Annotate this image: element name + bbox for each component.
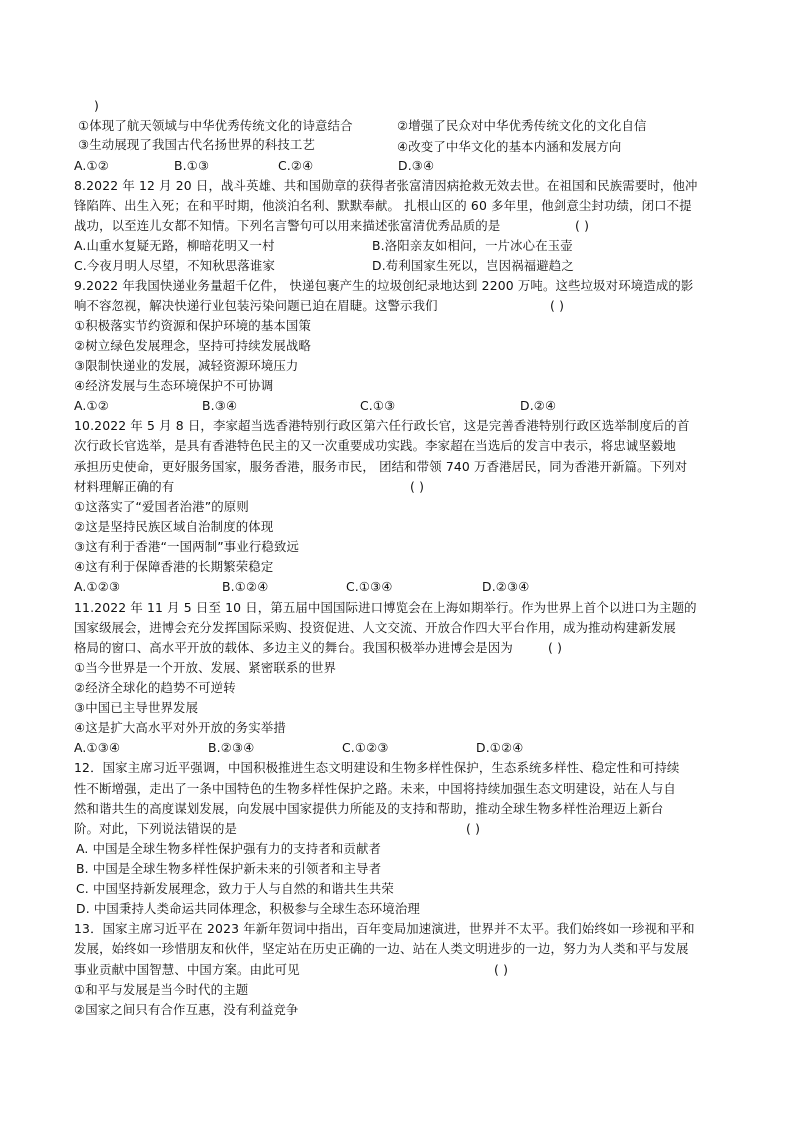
q11-option-4: ④这是扩大高水平对外开放的务实举措 bbox=[74, 720, 286, 735]
q12-stem-line-4: 阶。对此，下列说法错误的是 bbox=[74, 821, 238, 836]
q9-option-4: ④经济发展与生态环境保护不可协调 bbox=[74, 378, 274, 393]
q11-option-1: ①当今世界是一个开放、发展、紧密联系的世界 bbox=[74, 660, 337, 675]
q9-answer-d: D.②④ bbox=[520, 398, 557, 413]
q9-stem-line-1: 9.2022 年我国快递业务量超千亿件， 快递包裹产生的垃圾创纪录地达到 2200 万吨。这些垃圾对环境造成的影 bbox=[74, 278, 694, 293]
q11-stem-line-1: 11.2022 年 11 月 5 日至 10 日，第五届中国国际进口博览会在上海如期举行。作为世界上首个以进口为主题的 bbox=[74, 600, 697, 615]
q8-stem-line-3: 战功，以至连儿女都不知情。下列名言警句可以用来描述张富清优秀品质的是 bbox=[74, 218, 501, 233]
q8-stem-line-2: 锋陷阵、出生入死；在和平时期，他淡泊名利、默默奉献。 扎根山区的 60 多年里，他剑意尘封功绩，闭口不提 bbox=[74, 198, 692, 213]
q11-answer-a: A.①③④ bbox=[74, 740, 121, 755]
q7-answer-b: B.①③ bbox=[174, 158, 210, 173]
q10-option-2: ②这是坚持民族区域自治制度的体现 bbox=[74, 519, 274, 534]
q11-answer-c: C.①②③ bbox=[342, 740, 389, 755]
q10-option-3: ③这有利于香港“一国两制”事业行稳致远 bbox=[74, 539, 300, 554]
q13-option-2: ②国家之间只有合作互惠，没有利益竞争 bbox=[74, 1002, 299, 1017]
q11-option-2: ②经济全球化的趋势不可逆转 bbox=[74, 680, 236, 695]
q7-option-3: ③生动展现了我国古代名扬世界的科技工艺 bbox=[78, 137, 315, 152]
q10-answer-c: C.①③④ bbox=[346, 579, 393, 594]
q9-option-2: ②树立绿色发展理念，坚持可持续发展战略 bbox=[74, 338, 311, 353]
q9-answer-b: B.③④ bbox=[202, 398, 238, 413]
q11-answer-d: D.①②④ bbox=[476, 740, 524, 755]
q12-choice-d: D. 中国秉持人类命运共同体理念，积极参与全球生态环境治理 bbox=[76, 901, 420, 916]
q9-answer-c: C.①③ bbox=[360, 398, 396, 413]
q10-option-1: ①这落实了“爱国者治港”的原则 bbox=[74, 499, 249, 514]
q13-stem-line-2: 发展，始终如一珍惜朋友和伙伴，坚定站在历史正确的一边、站在人类文明进步的一边，努力为人类和平与发展 bbox=[74, 941, 689, 956]
q7-option-2: ②增强了民众对中华优秀传统文化的文化自信 bbox=[397, 118, 647, 133]
q12-stem-line-1: 12．国家主席习近平强调，中国积极推进生态文明建设和生物多样性保护，生态系统多样性、稳定性和可持续 bbox=[74, 760, 680, 775]
q13-option-1: ①和平与发展是当今时代的主题 bbox=[74, 982, 249, 997]
q12-choice-a: A. 中国是全球生物多样性保护强有力的支持者和贡献者 bbox=[76, 841, 382, 856]
q13-stem-line-3: 事业贡献中国智慧、中国方案。由此可见 bbox=[74, 962, 300, 977]
q7-answer-a: A.①② bbox=[74, 158, 110, 173]
q9-stem-line-2: 响不容忽视，解决快递行业包装污染问题已迫在眉睫。这警示我们 bbox=[74, 298, 438, 313]
q10-stem-line-4: 材料理解正确的有 bbox=[74, 479, 175, 494]
q10-answer-b: B.①②④ bbox=[222, 579, 269, 594]
q12-choice-b: B. 中国是全球生物多样性保护新未来的引领者和主导者 bbox=[76, 861, 382, 876]
q10-stem-line-1: 10.2022 年 5 月 8 日，李家超当选香港特别行政区第六任行政长官，这是完善香港特别行政区选举制度后的首 bbox=[74, 418, 690, 433]
q7-option-4: ④改变了中华文化的基本内涵和发展方向 bbox=[397, 139, 622, 154]
q7-answer-d: D.③④ bbox=[398, 158, 435, 173]
q10-answer-d: D.②③④ bbox=[482, 579, 530, 594]
q7-option-1: ①体现了航天领域与中华优秀传统文化的诗意结合 bbox=[78, 118, 353, 133]
q8-choice-b: B.洛阳亲友如相问，一片冰心在玉壶 bbox=[372, 238, 573, 253]
q9-option-1: ①积极落实节约资源和保护环境的基本国策 bbox=[74, 318, 311, 333]
q11-stem-line-2: 国家级展会，进博会充分发挥国际采购、投资促进、人文交流、开放合作四大平台作用，成为推动构建新发展 bbox=[74, 620, 676, 635]
q8-stem-line-1: 8.2022 年 12 月 20 日，战斗英雄、共和国勋章的获得者张富清因病抢救无效去世。在祖国和民族需要时，他冲 bbox=[74, 178, 698, 193]
q10-stem-line-3: 承担历史使命，更好服务国家，服务香港，服务市民， 团结和带领 740 万香港居民，同为香港开新篇。下列对 bbox=[74, 459, 688, 474]
q10-stem-line-2: 次行政长官选举，是具有香港特色民主的又一次重要成功实践。李家超在当选后的发言中表示，将忠诚坚毅地 bbox=[74, 438, 676, 453]
q8-answer-paren: ( ) bbox=[575, 218, 590, 233]
q9-answer-paren: ( ) bbox=[550, 298, 565, 313]
q8-choice-c: C.今夜月明人尽望，不知秋思落谁家 bbox=[74, 258, 275, 273]
q11-answer-paren: ( ) bbox=[548, 640, 563, 655]
q12-stem-line-3: 然和谐共生的高度谋划发展，向发展中国家提供力所能及的支持和帮助，推动全球生物多样性治理迈上新台 bbox=[74, 801, 664, 816]
q10-answer-paren: ( ) bbox=[410, 479, 425, 494]
q9-option-3: ③限制快递业的发展，减轻资源环境压力 bbox=[74, 358, 299, 373]
q12-stem-line-2: 性不断增强，走出了一条中国特色的生物多样性保护之路。未来，中国将持续加强生态文明建设，站在人与自 bbox=[74, 781, 676, 796]
q7-paren-close: ) bbox=[94, 98, 99, 113]
q13-answer-paren: ( ) bbox=[494, 962, 509, 977]
q10-answer-a: A.①②③ bbox=[74, 579, 121, 594]
q11-answer-b: B.②③④ bbox=[208, 740, 255, 755]
q12-answer-paren: ( ) bbox=[466, 821, 481, 836]
q9-answer-a: A.①② bbox=[74, 398, 110, 413]
q11-stem-line-3: 格局的窗口、高水平开放的载体、多边主义的舞台。我国积极举办进博会是因为 bbox=[74, 640, 513, 655]
q13-stem-line-1: 13．国家主席习近平在 2023 年新年贺词中指出，百年变局加速演进，世界并不太平。我们始终如一珍视和平和 bbox=[74, 921, 695, 936]
q7-answer-c: C.②④ bbox=[278, 158, 314, 173]
q8-choice-a: A.山重水复疑无路，柳暗花明又一村 bbox=[74, 238, 275, 253]
q10-option-4: ④这有利于保障香港的长期繁荣稳定 bbox=[74, 559, 274, 574]
q11-option-3: ③中国已主导世界发展 bbox=[74, 700, 199, 715]
q8-choice-d: D.苟利国家生死以，岂因祸福避趋之 bbox=[372, 258, 574, 273]
q12-choice-c: C. 中国坚持新发展理念，致力于人与自然的和谐共生共荣 bbox=[76, 881, 394, 896]
